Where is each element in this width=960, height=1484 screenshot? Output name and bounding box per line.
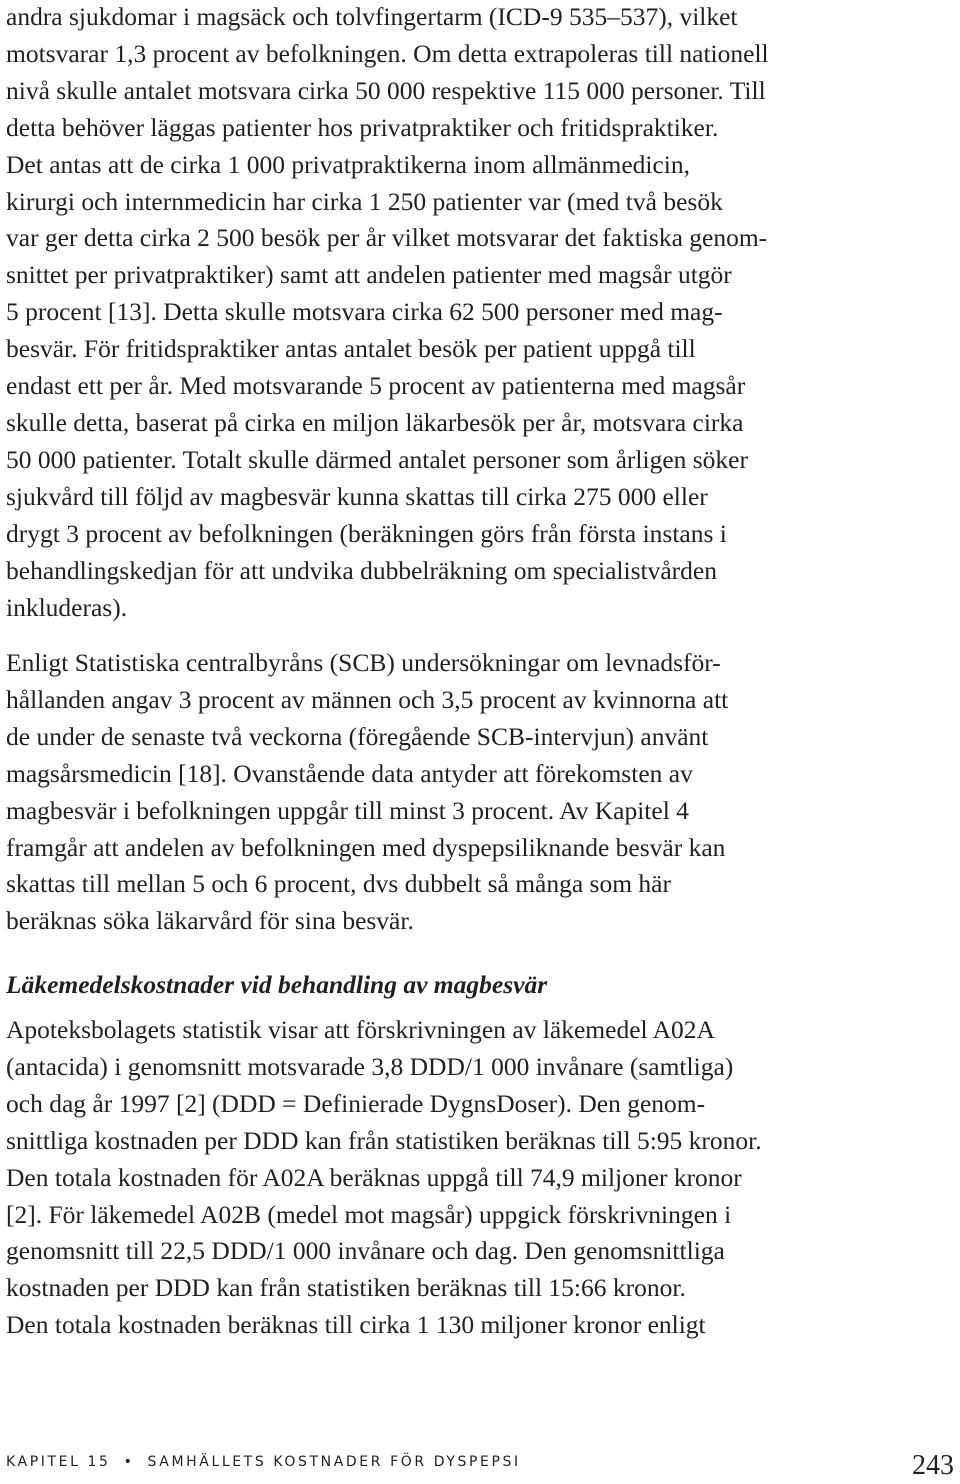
text-line: inkluderas).	[6, 592, 128, 622]
chapter-title: SAMHÄLLETS KOSTNADER FÖR DYSPEPSI	[147, 1454, 521, 1470]
text-line: och dag år 1997 [2] (DDD = Definierade DygnsDoser). Den genom-	[6, 1088, 706, 1118]
page-number: 243	[912, 1450, 954, 1481]
chapter-label: KAPITEL 15	[6, 1454, 111, 1470]
page-footer	[6, 1448, 954, 1484]
text-line: kirurgi och internmedicin har cirka 1 250 patienter var (med två besök	[6, 186, 723, 216]
text-line: detta behöver läggas patienter hos privatpraktiker och fritidspraktiker.	[6, 112, 719, 142]
text-line: behandlingskedjan för att undvika dubbelräkning om specialistvården	[6, 555, 717, 585]
text-line: andra sjukdomar i magsäck och tolvfingertarm (ICD-9 535–537), vilket	[6, 2, 738, 31]
text-line: besvär. För fritidspraktiker antas antalet besök per patient uppgå till	[6, 334, 696, 364]
paragraph-2	[6, 645, 728, 940]
text-line: skattas till mellan 5 och 6 procent, dvs dubbelt så många som här	[6, 869, 671, 899]
text-line: kostnaden per DDD kan från statistiken beräknas till 15:66 kronor.	[6, 1273, 686, 1303]
text-line: Det antas att de cirka 1 000 privatpraktikerna inom allmänmedicin,	[6, 149, 691, 179]
text-line: (antacida) i genomsnitt motsvarade 3,8 DDD/1 000 invånare (samtliga)	[6, 1051, 734, 1081]
text-line: sjukvård till följd av magbesvär kunna skattas till cirka 275 000 eller	[6, 481, 708, 511]
text-line: skulle detta, baserat på cirka en miljon läkarbesök per år, motsvara cirka	[6, 407, 744, 437]
paragraph-1	[6, 0, 769, 626]
text-line: Apoteksbolagets statistik visar att förskrivningen av läkemedel A02A	[6, 1015, 715, 1044]
text-line: snittet per privatpraktiker) samt att andelen patienter med magsår utgör	[6, 260, 732, 290]
bullet-separator: •	[123, 1454, 135, 1470]
text-line: endast ett per år. Med motsvarande 5 procent av patienterna med magsår	[6, 371, 746, 401]
text-line: magsårsmedicin [18]. Ovanstående data antyder att förekomsten av	[6, 758, 693, 788]
text-line: 50 000 patienter. Totalt skulle därmed antalet personer som årligen söker	[6, 444, 748, 474]
text-line: framgår att andelen av befolkningen med dyspepsiliknande besvär kan	[6, 832, 726, 862]
text-line: nivå skulle antalet motsvara cirka 50 000 respektive 115 000 personer. Till	[6, 75, 766, 105]
text-line: Den totala kostnaden för A02A beräknas uppgå till 74,9 miljoner kronor	[6, 1162, 742, 1192]
text-line: drygt 3 procent av befolkningen (beräkningen görs från första instans i	[6, 518, 727, 548]
text-line: Enligt Statistiska centralbyråns (SCB) undersökningar om levnadsför-	[6, 648, 721, 677]
text-line: 5 procent [13]. Detta skulle motsvara cirka 62 500 personer med mag-	[6, 297, 723, 327]
text-line: genomsnitt till 22,5 DDD/1 000 invånare och dag. Den genomsnittliga	[6, 1236, 725, 1266]
paragraph-3	[6, 1012, 762, 1344]
text-line: [2]. För läkemedel A02B (medel mot magsår) uppgick förskrivningen i	[6, 1199, 732, 1229]
running-footer	[6, 1454, 521, 1470]
text-line: Den totala kostnaden beräknas till cirka 1 130 miljoner kronor enligt	[6, 1310, 706, 1340]
text-line: beräknas söka läkarvård för sina besvär.	[6, 906, 414, 936]
text-line: motsvarar 1,3 procent av befolkningen. Om detta extrapoleras till nationell	[6, 38, 769, 68]
text-line: hållanden angav 3 procent av männen och 3,5 procent av kvinnorna att	[6, 684, 729, 714]
text-line: snittliga kostnaden per DDD kan från statistiken beräknas till 5:95 kronor.	[6, 1125, 762, 1155]
text-line: magbesvär i befolkningen uppgår till minst 3 procent. Av Kapitel 4	[6, 795, 689, 825]
text-line: var ger detta cirka 2 500 besök per år vilket motsvarar det faktiska genom-	[6, 223, 768, 253]
text-line: de under de senaste två veckorna (föregående SCB-intervjun) använt	[6, 721, 709, 751]
section-heading: Läkemedelskostnader vid behandling av magbesvär	[6, 970, 548, 999]
